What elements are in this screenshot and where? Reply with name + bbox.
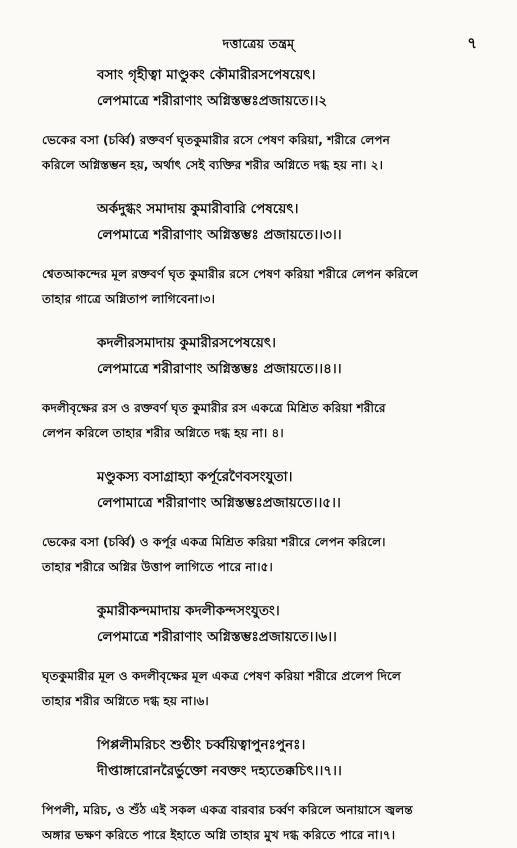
translation-line: তাহার শরীর অগ্নিতে দগ্ধ হয় না।৬।	[42, 694, 209, 708]
translation-line: তাহার শরীরে অগ্নির উত্তাপ লাগিতে পারে না।৫।	[42, 560, 273, 574]
verse-line: কদলীরসমাদায় কুমারীরসপেষয়েৎ।	[97, 335, 277, 351]
bengali-translation-2	[0, 128, 517, 178]
translation-line: কদলীবৃক্ষের রস ও রক্তবর্ণ ঘৃত কুমারীর রস একত্রে মিশ্রিত করিয়া শরীরে	[42, 401, 386, 415]
verse-line: লেপমাত্রে শরীরাণাং অগ্নিস্তম্ভঃপ্রজায়তে।।৬।।	[97, 629, 337, 645]
verse-line: লেপমাত্রে শরীরাণাং অগ্নিস্তম্ভঃ প্রজায়তে।।৪।।	[97, 361, 342, 377]
sanskrit-verse-2	[0, 62, 517, 114]
translation-line: শ্বেতআকন্দের মূল রক্তবর্ণ ঘৃত কুমারীর রসে পেষণ করিয়া শরীরে লেপন করিলে	[42, 267, 419, 281]
bengali-translation-7	[0, 798, 517, 848]
translation-line: ভেকের বসা (চর্ব্বি) ও কর্পূর একত্র মিশ্রিত করিয়া শরীরে লেপন করিলে।	[42, 535, 386, 549]
verse-line: পিপ্পলীমরিচং শুণ্ঠীং চর্ব্বয়িত্বাপুনঃপুনঃ।	[97, 737, 306, 753]
sanskrit-verse-5	[0, 464, 517, 516]
sanskrit-verse-6	[0, 598, 517, 650]
translation-line: করিলে অগ্নিস্তম্ভন হয়, অর্থাৎ সেই ব্যক্তির শরীর অগ্নিতে দগ্ধ হয় না। ২।	[42, 158, 384, 172]
page-number: ৭	[467, 34, 477, 52]
sanskrit-verse-4	[0, 330, 517, 382]
translation-line: ভেকের বসা (চর্ব্বি) রক্তবর্ণ ঘৃতকুমারীর রসে পেষণ করিয়া, শরীরে লেপন	[42, 133, 390, 147]
translation-line: ঘৃতকুমারীর মূল ও কদলীবৃক্ষের মূল একত্র পেষণ করিয়া শরীরে প্রলেপ দিলে	[42, 669, 401, 683]
translation-line: লেপন করিলে তাহার শরীর অগ্নিতে দগ্ধ হয় না। ৪।	[42, 426, 284, 440]
translation-line: পিপলী, মরিচ, ও শুঁঠ এই সকল একত্র বারবার চর্ব্বণ করিলে অনায়াসে জ্বলন্ত	[42, 803, 413, 817]
bengali-translation-3	[0, 262, 517, 312]
verse-line: লেপামাত্রে শরীরাণাং অগ্নিস্তম্ভঃপ্রজায়তে।।৫।।	[97, 495, 341, 511]
bengali-translation-6	[0, 664, 517, 714]
verse-line: অর্কদুগ্ধং সমাদায় কুমারীবারি পেষয়েৎ।	[97, 201, 299, 217]
verse-line: দীপ্তাঙ্গারোনরৈর্ভুক্তো নবক্তং দহ্যতেক্কচিৎ।।৭।।	[97, 763, 342, 779]
page-body	[0, 62, 517, 848]
verse-line: বসাং গৃহীত্বা মাণ্ডুকং কৌমারীরসপেষয়েৎ।	[97, 67, 316, 83]
verse-line: লেপমাত্রে শরীরাণাং অগ্নিস্তম্ভঃপ্রজায়তে।।২	[97, 93, 328, 109]
verse-line: মণ্ডুকস্য বসাগ্রাহ্যা কর্পূরেণৈবসংযুতা।	[97, 469, 293, 485]
sanskrit-verse-3	[0, 196, 517, 248]
bengali-translation-5	[0, 530, 517, 580]
running-header-title: দত্তাত্রেয় তন্ত্রম্	[222, 36, 295, 51]
translation-line: তাহার গাত্রে অগ্নিতাপ লাগিবেনা।৩।	[42, 292, 215, 306]
bengali-translation-4	[0, 396, 517, 446]
verse-line: কুমারীকন্দমাদায় কদলীকন্দসংযুতং।	[97, 603, 280, 619]
translation-line: অঙ্গার ভক্ষণ করিতে পারে ইহাতে অগ্নি তাহার মুখ দগ্ধ করিতে পারে না।৭।	[42, 828, 396, 842]
verse-line: লেপমাত্রে শরীরাণাং অগ্নিস্তম্ভঃ প্রজায়তে।।৩।।	[97, 227, 342, 243]
sanskrit-verse-7	[0, 732, 517, 784]
